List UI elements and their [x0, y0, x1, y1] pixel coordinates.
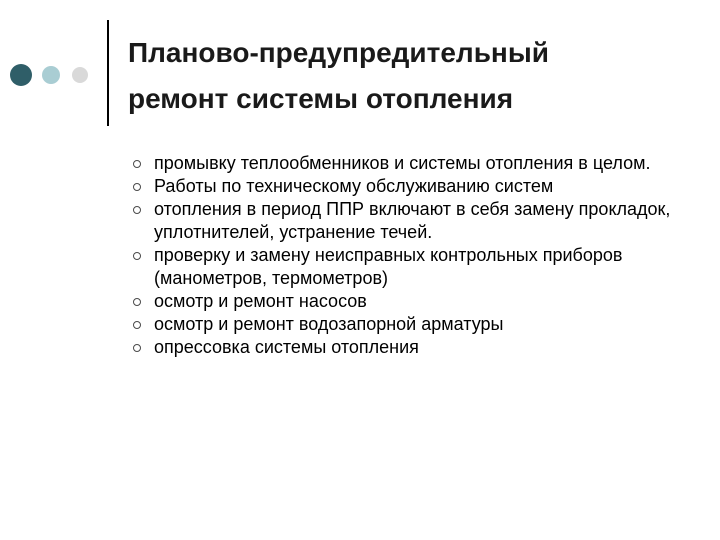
title-line-2: ремонт системы отопления: [128, 83, 514, 114]
bullet-circle-icon: [133, 344, 141, 352]
bullet-item: [128, 336, 698, 359]
bullet-text: проверку и замену неисправных контрольных приборов (манометров, термометров): [154, 245, 623, 288]
slide-title: [128, 30, 698, 122]
bullet-circle-icon: [133, 183, 141, 191]
bullet-circle-icon: [133, 206, 141, 214]
bullet-text: промывку теплообменников и системы отопления в целом.: [154, 153, 651, 173]
bullet-item: [128, 152, 698, 175]
title-line-1: Планово-предупредительный: [128, 37, 549, 68]
bullet-item: [128, 175, 698, 198]
gray-dot-icon: [72, 67, 88, 83]
bullet-circle-icon: [133, 321, 141, 329]
bullet-text: отопления в период ППР включают в себя замену прокладок, уплотнителей, устранение течей.: [154, 199, 671, 242]
bullet-list: [128, 152, 698, 359]
bullet-item: [128, 244, 698, 290]
bullet-item: [128, 313, 698, 336]
bullet-text: Работы по техническому обслуживанию систем: [154, 176, 554, 196]
bullet-circle-icon: [133, 298, 141, 306]
bullet-circle-icon: [133, 252, 141, 260]
bullet-text: опрессовка системы отопления: [154, 337, 419, 357]
light-teal-dot-icon: [42, 66, 60, 84]
bullet-text: осмотр и ремонт насосов: [154, 291, 367, 311]
bullet-text: осмотр и ремонт водозапорной арматуры: [154, 314, 504, 334]
bullet-item: [128, 290, 698, 313]
bullet-circle-icon: [133, 160, 141, 168]
dark-teal-dot-icon: [10, 64, 32, 86]
decorative-dots: [10, 64, 102, 86]
title-divider: [107, 20, 109, 126]
bullet-item: [128, 198, 698, 244]
